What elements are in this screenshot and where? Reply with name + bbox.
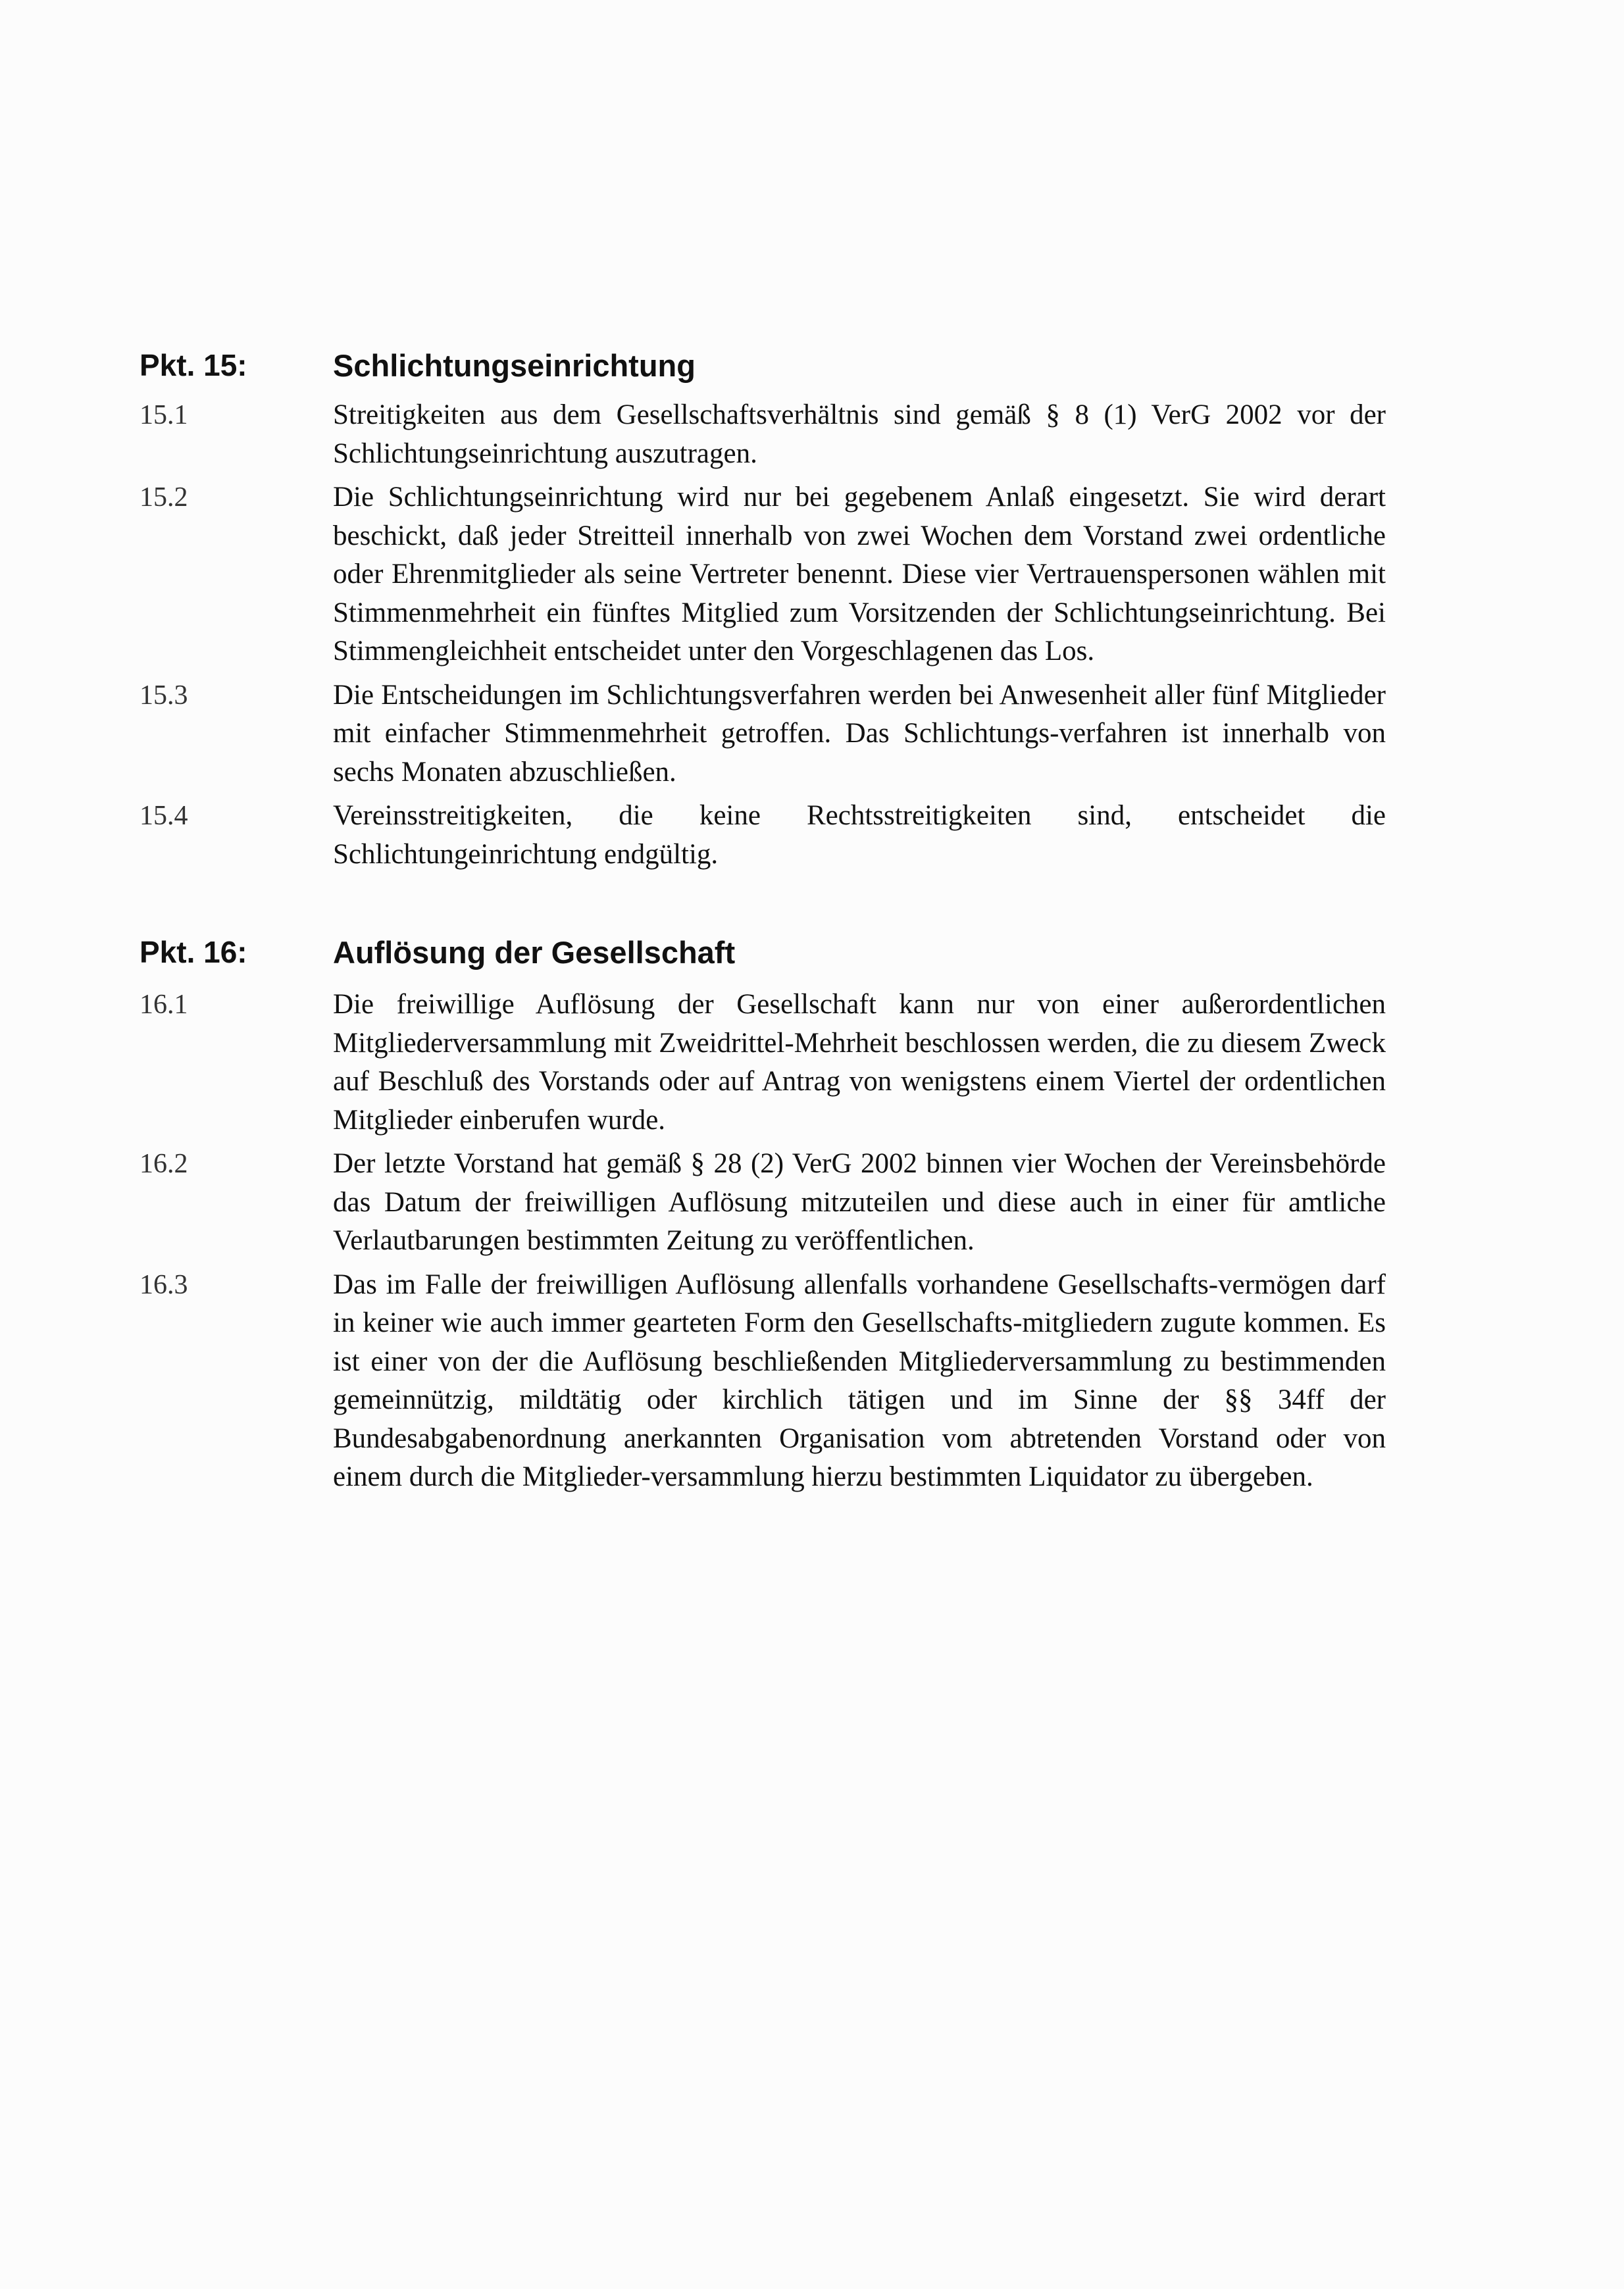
clause-16-2 bbox=[0, 1145, 1624, 1261]
clause-number: 15.3 bbox=[140, 680, 188, 711]
clause-15-3 bbox=[0, 676, 1624, 792]
clause-text: Die Schlichtungseinrichtung wird nur bei gegebenem Anlaß eingesetzt. Sie wird derart beschickt, daß jeder Streitteil innerhalb von zwei Wochen dem Vorstand zwei ordentliche oder Ehrenmitglieder als seine Vertreter benennt. Diese vier Vertrauenspersonen wählen mit Stimmenmehrheit ein fünftes Mitglied zum Vorsitzenden der Schlichtungseinrichtung. Bei Stimmengleichheit entscheidet unter den Vorgeschlagenen das Los. bbox=[333, 482, 1386, 667]
section-title: Auflösung der Gesellschaft bbox=[333, 935, 736, 970]
clause-text: Streitigkeiten aus dem Gesellschaftsverhältnis sind gemäß § 8 (1) VerG 2002 vor der Schlichtungseinrichtung auszutragen. bbox=[333, 399, 1386, 469]
section-title: Schlichtungseinrichtung bbox=[333, 348, 696, 383]
clause-number: 15.2 bbox=[140, 482, 188, 513]
clause-15-4 bbox=[0, 797, 1624, 874]
clause-number: 16.2 bbox=[140, 1149, 188, 1179]
clause-number: 16.1 bbox=[140, 990, 188, 1020]
clause-text: Vereinsstreitigkeiten, die keine Rechtsstreitigkeiten sind, entscheidet die Schlichtungeinrichtung endgültig. bbox=[333, 800, 1386, 870]
clause-text: Der letzte Vorstand hat gemäß § 28 (2) VerG 2002 binnen vier Wochen der Vereinsbehörde das Datum der freiwilligen Auflösung mitzuteilen und diese auch in einer für amtliche Verlautbarungen bestimmten Zeitung zu veröffentlichen. bbox=[333, 1148, 1386, 1256]
clause-number: 15.4 bbox=[140, 801, 188, 831]
section-heading bbox=[0, 347, 1624, 396]
clause-15-1 bbox=[0, 396, 1624, 473]
section-heading bbox=[0, 934, 1624, 986]
clause-text: Die Entscheidungen im Schlichtungsverfahren werden bei Anwesenheit aller fünf Mitglieder mit einfacher Stimmenmehrheit getroffen. Das Schlichtungs-verfahren ist innerhalb von sechs Monaten abzuschließen. bbox=[333, 679, 1386, 788]
clause-16-3 bbox=[0, 1266, 1624, 1497]
section-label: Pkt. 16: bbox=[140, 935, 247, 969]
clause-number: 16.3 bbox=[140, 1269, 188, 1300]
clause-text: Die freiwillige Auflösung der Gesellschaft kann nur von einer außerordentlichen Mitgliederversammlung mit Zweidrittel-Mehrheit beschlossen werden, die zu diesem Zweck auf Beschluß des Vorstands oder auf Antrag von wenigstens einem Viertel der ordentlichen Mitglieder einberufen wurde. bbox=[333, 989, 1386, 1136]
clause-text: Das im Falle der freiwilligen Auflösung allenfalls vorhandene Gesellschafts-vermögen darf in keiner wie auch immer gearteten Form den Gesellschafts-mitgliedern zugute kommen. Es ist einer von der die Auflösung beschließenden Mitgliederversammlung zu bestimmenden gemeinnützig, mildtätig oder kirchlich tätigen und im Sinne der §§ 34ff der Bundesabgabenordnung anerkannten Organisation vom abtretenden Vorstand oder von einem durch die Mitglieder-versammlung hierzu bestimmten Liquidator zu übergeben. bbox=[333, 1269, 1386, 1492]
section-label: Pkt. 15: bbox=[140, 348, 247, 382]
clause-15-2 bbox=[0, 478, 1624, 671]
section-pkt-16 bbox=[0, 934, 1624, 1502]
clause-number: 15.1 bbox=[140, 400, 188, 430]
section-pkt-15 bbox=[0, 347, 1624, 879]
clause-16-1 bbox=[0, 986, 1624, 1140]
